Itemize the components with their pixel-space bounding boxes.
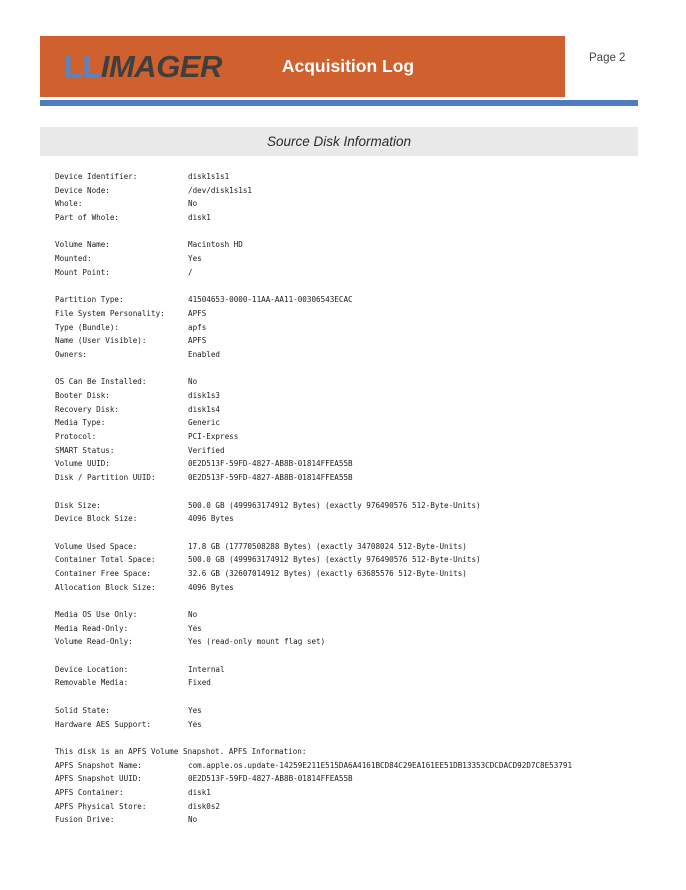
detail-row [55,184,680,198]
detail-value: Yes (read-only mount flag set) [188,637,326,647]
detail-label: APFS Snapshot Name: [55,760,142,770]
detail-row [55,512,680,526]
detail-row [55,348,680,362]
detail-label: Hardware AES Support: [55,719,152,729]
detail-row [55,635,680,649]
detail-value: disk1 [188,787,211,797]
detail-label: Partition Type: [55,295,124,305]
detail-value: Fixed [188,678,211,688]
detail-label: Media Read-Only: [55,623,129,633]
detail-row [55,471,680,485]
detail-label: Whole: [55,199,83,209]
detail-row [55,334,680,348]
detail-value: / [188,267,193,277]
detail-row [55,581,680,595]
logo-text-primary: LL [64,49,101,84]
section-header-bar [40,127,638,156]
detail-value: PCI-Express [188,432,239,442]
detail-label: Volume UUID: [55,459,110,469]
detail-row [55,375,680,389]
detail-label: SMART Status: [55,445,115,455]
detail-row [55,170,680,184]
detail-label: Media OS Use Only: [55,610,138,619]
detail-value: Generic [188,418,221,428]
detail-label: Device Location: [55,664,129,674]
detail-value: Yes [188,719,202,729]
detail-value: 4096 Bytes [188,582,234,592]
document-title: Acquisition Log [281,56,415,76]
detail-row [55,718,680,732]
detail-value: Yes [188,623,202,633]
detail-value: No [188,199,198,209]
detail-label: Mount Point: [55,267,110,277]
detail-row [55,457,680,471]
detail-label: Disk / Partition UUID: [55,473,156,483]
detail-value: 500.0 GB (499963174912 Bytes) (exactly 976490576 512-Byte-Units) [188,500,481,510]
detail-label: Allocation Block Size: [55,582,156,592]
detail-spacer [55,731,680,745]
detail-label: OS Can Be Installed: [55,377,147,387]
detail-value: apfs [188,322,207,332]
detail-value: No [188,815,198,825]
detail-label: Device Node: [55,185,110,195]
detail-label: Solid State: [55,705,110,715]
header-divider-rule [40,100,638,106]
llimager-logo [64,51,222,82]
detail-row [55,307,680,321]
detail-value: APFS [188,308,207,318]
detail-row [55,772,680,786]
detail-spacer [55,649,680,663]
detail-value: 0E2D513F-59FD-4827-AB8B-01814FFEA55B [188,774,353,784]
detail-value: No [188,610,198,619]
detail-label: Device Block Size: [55,514,138,524]
detail-label: Container Free Space: [55,568,152,578]
detail-row [55,499,680,513]
detail-value: disk1 [188,213,211,223]
detail-label: Media Type: [55,418,106,428]
detail-spacer [55,225,680,239]
detail-row [55,197,680,211]
detail-value: 32.6 GB (32607014912 Bytes) (exactly 63685576 512-Byte-Units) [188,568,467,578]
detail-value: 0E2D513F-59FD-4827-AB8B-01814FFEA55B [188,459,353,469]
detail-row [55,813,680,827]
detail-value: 17.8 GB (17770508288 Bytes) (exactly 34708024 512-Byte-Units) [188,541,467,551]
detail-label: Part of Whole: [55,213,120,223]
detail-value: Verified [188,445,225,455]
detail-value: Enabled [188,349,221,359]
detail-row [55,444,680,458]
detail-row [55,759,680,773]
detail-row [55,622,680,636]
detail-spacer [55,485,680,499]
detail-row [55,293,680,307]
report-header-band [40,36,565,97]
section-title: Source Disk Information [266,134,412,149]
detail-row [55,567,680,581]
detail-label: Name (User Visible): [55,336,147,346]
detail-label: APFS Physical Store: [55,801,147,811]
detail-value: No [188,377,198,387]
detail-value: disk0s2 [188,801,221,811]
detail-row [55,321,680,335]
detail-label: APFS Container: [55,787,124,797]
detail-row [55,540,680,554]
detail-label: Volume Used Space: [55,541,138,551]
detail-value: Yes [188,254,202,264]
detail-row [55,238,680,252]
detail-value: 0E2D513F-59FD-4827-AB8B-01814FFEA55B [188,473,353,483]
detail-label: Disk Size: [55,500,101,510]
detail-label: Device Identifier: [55,172,138,181]
detail-spacer [55,280,680,294]
detail-row [55,252,680,266]
detail-label: Container Total Space: [55,555,156,565]
detail-row [55,389,680,403]
detail-label: Mounted: [55,254,92,264]
detail-label: Booter Disk: [55,391,110,400]
detail-value: Yes [188,705,202,715]
detail-value: 41504653-0000-11AA-AA11-00306543ECAC [188,295,353,305]
detail-row [55,430,680,444]
detail-label: Type (Bundle): [55,322,120,332]
detail-label: Owners: [55,349,88,359]
detail-spacer [55,362,680,376]
source-disk-information-list [55,170,680,827]
detail-label: File System Personality: [55,308,165,318]
detail-label: Removable Media: [55,678,129,688]
detail-row [55,416,680,430]
detail-label: Volume Name: [55,240,110,250]
detail-label: Fusion Drive: [55,815,115,825]
detail-row [55,211,680,225]
detail-row [55,704,680,718]
detail-row [55,266,680,280]
detail-note-row [55,745,680,759]
detail-value: disk1s1s1 [188,172,230,181]
detail-spacer [55,594,680,608]
detail-value: APFS [188,336,207,346]
detail-value: Macintosh HD [188,240,243,250]
detail-value: disk1s4 [188,404,221,414]
detail-label: Recovery Disk: [55,404,120,414]
detail-row [55,608,680,622]
detail-row [55,663,680,677]
detail-value: Internal [188,664,225,674]
detail-label: Volume Read-Only: [55,637,133,647]
detail-label: APFS Snapshot UUID: [55,774,142,784]
detail-spacer [55,690,680,704]
detail-row [55,786,680,800]
detail-value: disk1s3 [188,391,221,400]
detail-value: 500.0 GB (499963174912 Bytes) (exactly 976490576 512-Byte-Units) [188,555,481,565]
detail-row [55,800,680,814]
detail-row [55,676,680,690]
detail-row [55,403,680,417]
detail-label: Protocol: [55,432,97,442]
logo-text-secondary: IMAGER [100,49,222,84]
page-number-label: Page 2 [589,52,626,64]
detail-value: /dev/disk1s1s1 [188,185,253,195]
detail-label: This disk is an APFS Volume Snapshot. APFS Information: [55,746,307,756]
detail-spacer [55,526,680,540]
detail-value: com.apple.os.update-14259E211E515DA6A4161BCD84C29EA161EE51DB13353CDCDACD92D7C8E53791 [188,760,573,770]
detail-value: 4096 Bytes [188,514,234,524]
detail-row [55,553,680,567]
